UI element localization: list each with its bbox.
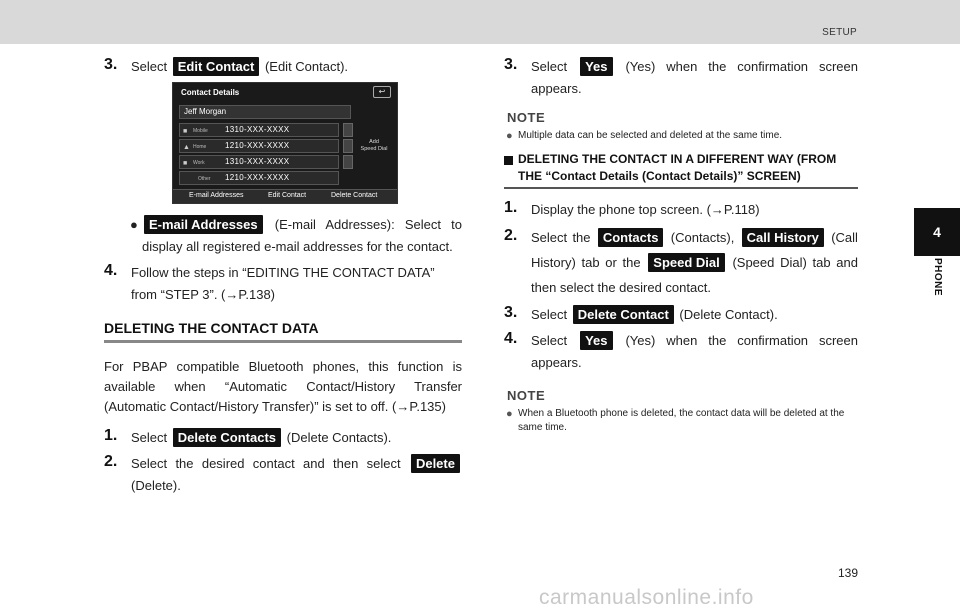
delete-contact-screen-button[interactable]: Delete Contact (331, 192, 378, 199)
delete-contacts-button[interactable]: Delete Contacts (173, 428, 281, 447)
phone-row[interactable] (179, 123, 339, 137)
step-number: 3 . (504, 54, 517, 76)
add-label: Add (369, 139, 379, 145)
step-4-follow (104, 262, 462, 306)
step-number: 4 . (104, 260, 117, 282)
step-2-select-tab (504, 225, 858, 300)
step-text: Select (531, 307, 568, 322)
note-heading: NOTE (507, 110, 546, 125)
note-heading: NOTE (507, 388, 546, 403)
step-number: 2 . (104, 451, 117, 473)
phone-number: 1210-XXX-XXXX (225, 173, 290, 182)
watermark: carmanualsonline.info (539, 586, 754, 609)
step-text: Display the phone top screen. (→P.118) (531, 202, 760, 217)
step-text: (Delete). (131, 478, 181, 493)
edit-contact-button[interactable]: Edit Contact (173, 57, 260, 76)
left-column (104, 56, 462, 501)
step-text: (Speed Dial) tab and then select the desired contact. (531, 255, 858, 295)
step-number: 1 . (504, 197, 517, 219)
delete-contact-button[interactable]: Delete Contact (573, 305, 674, 324)
bullet-text: (E-mail Addresses): Select to display all registered e-mail addresses for the contact. (142, 217, 462, 254)
step-text: (Edit Contact). (264, 59, 349, 74)
step-text: Select the desired contact and then select (131, 456, 401, 471)
email-addresses-button[interactable]: E-mail Addresses (189, 192, 244, 199)
section-label: SETUP (822, 27, 857, 38)
yes-button[interactable]: Yes (580, 331, 612, 350)
chapter-tab-label (914, 258, 960, 318)
yes-button[interactable]: Yes (580, 57, 612, 76)
step-text: Select (131, 430, 168, 445)
section-paragraph: For PBAP compatible Bluetooth phones, this function is available when “Automatic Contact/History Transfer (Automatic Contact/History Transfer)” is set to off. (→P.135) (104, 359, 462, 414)
work-icon: ■ (183, 160, 188, 167)
phone-number: 1310-XXX-XXXX (225, 157, 290, 166)
edit-contact-screen-button[interactable]: Edit Contact (268, 192, 307, 199)
screen-title: Contact Details (181, 88, 240, 97)
add-speed-dial-button[interactable] (359, 139, 389, 153)
step-text: Select (531, 59, 568, 74)
home-icon: ▲ (183, 144, 190, 151)
call-history-tab-button[interactable]: Call History (742, 228, 824, 247)
step-text: Select (131, 59, 168, 74)
edit-row-button[interactable] (343, 139, 353, 153)
chapter-tab-text: PHONE (932, 258, 943, 297)
step-text: (Delete Contact). (679, 307, 778, 322)
note-text: Multiple data can be selected and deleted at the same time. (518, 130, 783, 141)
note-item (504, 407, 858, 435)
phone-number: 1310-XXX-XXXX (225, 125, 290, 134)
step-number: 3 . (504, 302, 517, 324)
note-text: When a Bluetooth phone is deleted, the contact data will be deleted at the same time. (518, 408, 845, 433)
note-bullet-icon: ● (506, 408, 513, 420)
header-bar (0, 0, 960, 44)
step-1-delete-contacts (104, 427, 462, 449)
step-text: Follow the steps in “EDITING THE CONTACT DATA” from “STEP 3”. (→P.138) (131, 265, 435, 302)
note-item (504, 129, 858, 143)
phone-type-label: Work (193, 160, 205, 166)
edit-row-button[interactable] (343, 123, 353, 137)
step-text: (Yes) when the confirmation screen appears. (531, 333, 858, 370)
step-2-select-delete (104, 453, 462, 497)
note-bullet-icon: ● (506, 130, 513, 142)
step-1-display-phone (504, 199, 858, 221)
bullet-icon: ● (130, 217, 138, 232)
step-3-delete-contact (504, 304, 858, 326)
phone-type-icon: ■ (183, 128, 188, 135)
chapter-tab-number: 4 (914, 208, 960, 256)
step-number: 1 . (104, 425, 117, 447)
step-number: 3 . (104, 54, 117, 76)
bullet-email-addresses (104, 214, 462, 258)
step-number: 4 . (504, 328, 517, 350)
section-title: DELETING THE CONTACT DATA (104, 320, 462, 343)
right-column (504, 56, 858, 441)
step-4-confirm-yes (504, 330, 858, 374)
subsection-text: DELETING THE CONTACT IN A DIFFERENT WAY (FROM THE “Contact Details (Contact Details)” SCREEN) (518, 152, 837, 183)
phone-type-label: Home (193, 144, 207, 150)
phone-type-label: Mobile (193, 128, 208, 134)
step-text: (Delete Contacts). (286, 430, 392, 445)
phone-row[interactable] (179, 171, 339, 185)
step-text: (Call History) tab or the (531, 230, 858, 270)
subsection-title (504, 151, 858, 189)
phone-row[interactable] (179, 155, 339, 169)
step-number: 2 . (504, 223, 517, 248)
step-text: (Contacts), (670, 230, 735, 245)
page-number: 139 (838, 566, 859, 580)
email-addresses-button[interactable]: E-mail Addresses (144, 215, 263, 234)
phone-number: 1210-XXX-XXXX (225, 141, 290, 150)
delete-button[interactable]: Delete (411, 454, 460, 473)
phone-row[interactable] (179, 139, 339, 153)
square-bullet-icon (504, 156, 513, 165)
bottom-button-bar (173, 189, 397, 203)
edit-row-button[interactable] (343, 155, 353, 169)
back-icon[interactable]: ↩ (373, 86, 391, 98)
step-3-confirm-yes (504, 56, 858, 100)
step-text: Select (531, 333, 568, 348)
contacts-tab-button[interactable]: Contacts (598, 228, 664, 247)
step-text: (Yes) when the confirmation screen appears. (531, 59, 858, 96)
contact-name: Jeff Morgan (179, 105, 351, 119)
step-3-edit-contact (104, 56, 462, 78)
step-text: Select the (531, 230, 591, 245)
phone-type-label: Other (198, 176, 211, 182)
contact-details-screenshot (172, 82, 398, 204)
speed-dial-tab-button[interactable]: Speed Dial (648, 253, 724, 272)
speed-dial-label: Speed Dial (360, 146, 388, 152)
